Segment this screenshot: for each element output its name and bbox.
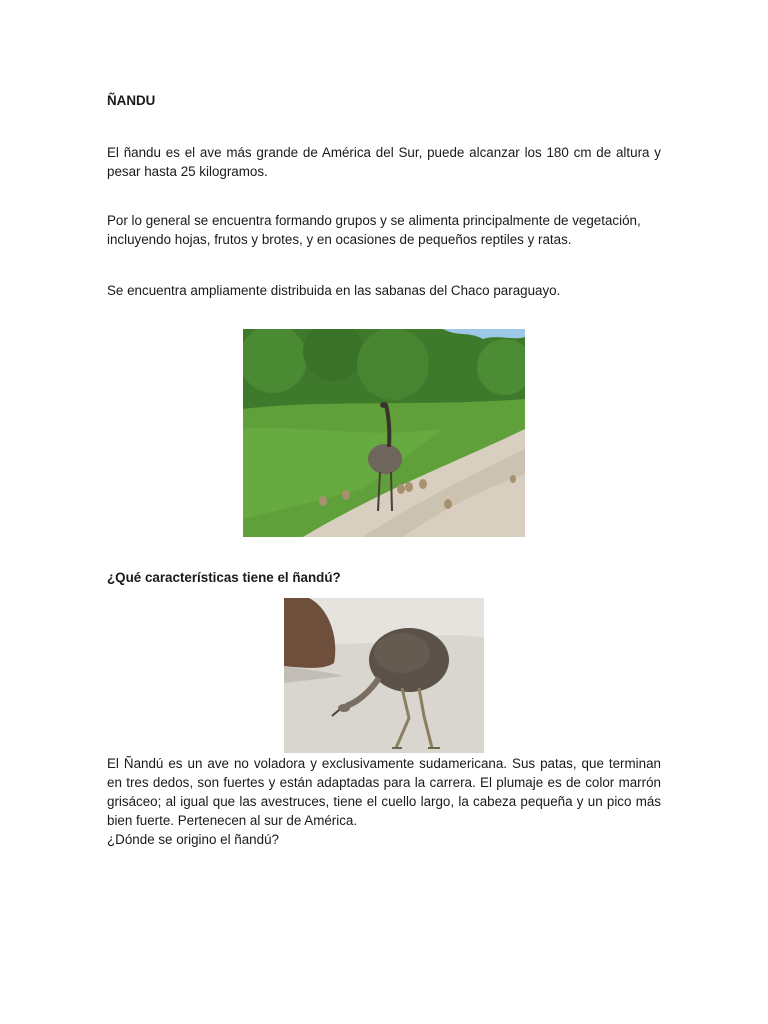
paragraph-distribution: Se encuentra ampliamente distribuida en las sabanas del Chaco paraguayo. [107, 283, 561, 298]
paragraph-characteristics: El Ñandú es un ave no voladora y exclusivamente sudamericana. Sus patas, que terminan en tres dedos, son fuertes y están adaptadas para la carrera. El plumaje es de color marrón grisáceo; al igual que las avestruces, tiene el cuello largo, la cabeza pequeña y un pico más bien fuerte. Pertenecen al sur de América. [107, 756, 661, 828]
rhea-on-sand-photo [284, 598, 484, 753]
origin-question: ¿Dónde se origino el ñandú? [107, 832, 279, 847]
characteristics-heading: ¿Qué características tiene el ñandú? [107, 570, 341, 585]
document-title: ÑANDU [107, 93, 156, 108]
paragraph-diet: Por lo general se encuentra formando grupos y se alimenta principalmente de vegetación, incluyendo hojas, frutos y brotes, y en ocasiones de pequeños reptiles y ratas. [107, 213, 641, 247]
rhea-with-chicks-photo [243, 329, 525, 537]
paragraph-size: El ñandu es el ave más grande de América del Sur, puede alcanzar los 180 cm de altura y pesar hasta 25 kilogramos. [107, 145, 661, 179]
